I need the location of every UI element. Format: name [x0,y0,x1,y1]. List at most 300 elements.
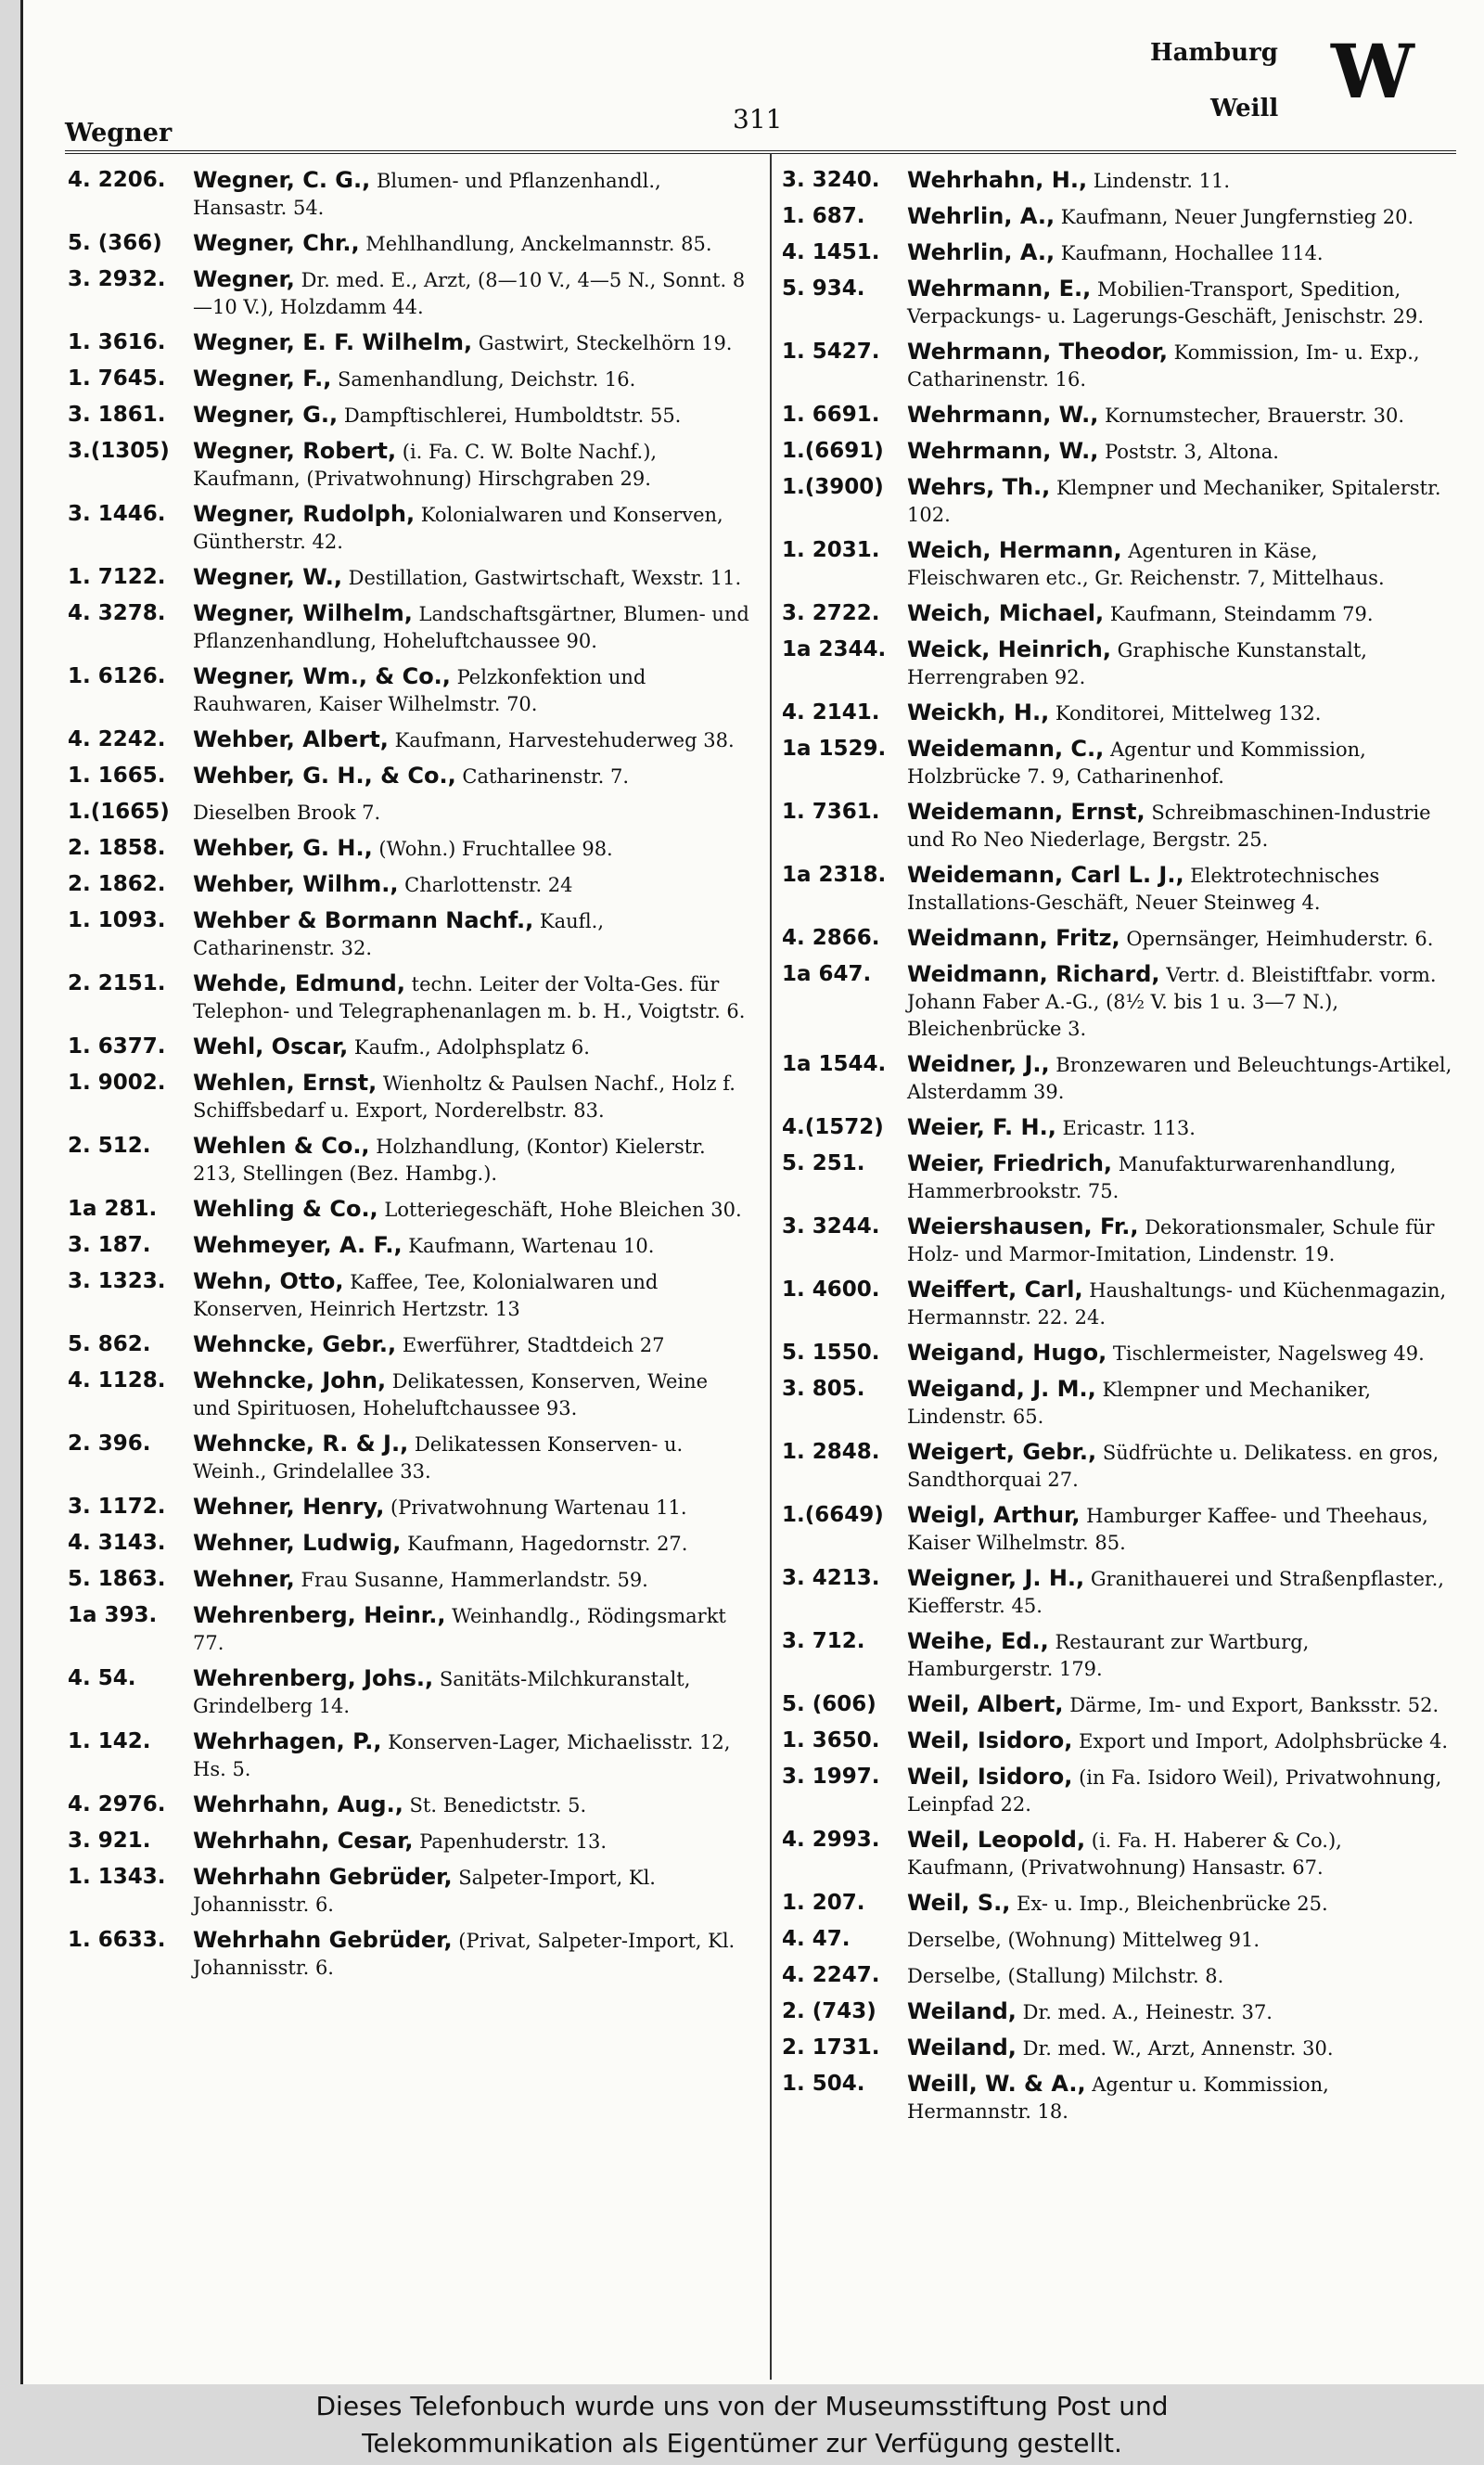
subscriber-detail: Papenhuderstr. 13. [419,1830,607,1853]
subscriber-name: Wehber, Albert, [193,726,389,752]
subscriber-detail: (i. Fa. C. W. Bolte Nachf.), Kaufmann, (Privatwohnung) Hirschgraben 29. [193,441,658,490]
entry-text [907,474,1454,529]
phone-number: 5. 1863. [68,1567,166,1591]
directory-entry [782,1439,1454,1494]
subscriber-detail: techn. Leiter der Volta-Ges. für Telephon- und Telegraphenanlagen m. b. H., Voigtstr. 6. [193,973,746,1022]
entry-text [193,1530,749,1558]
entry-text [907,239,1454,267]
subscriber-name: Weigert, Gebr., [907,1439,1097,1465]
directory-entry [68,726,749,754]
entry-text [907,700,1454,727]
footer-notice [0,2384,1484,2465]
subscriber-name: Weil, Leopold, [907,1827,1086,1853]
directory-entry [68,1828,749,1855]
phone-number: 4. 2141. [782,700,880,725]
phone-number: 3. 4213. [782,1566,880,1590]
header-rule [65,150,1456,154]
subscriber-detail: Haushaltungs- und Küchenmagazin, Hermannstr. 22. 24. [907,1279,1447,1329]
entry-text [193,835,749,863]
directory-entry [782,1764,1454,1818]
phone-number: 1. 7645. [68,366,166,391]
phone-number: 1. 7361. [782,800,880,824]
subscriber-name: Weiland, [907,2035,1017,2061]
subscriber-detail: Graphische Kunstanstalt, Herrengraben 92. [907,639,1367,688]
phone-number: 1.(6649) [782,1503,884,1527]
directory-entry [782,537,1454,592]
entry-text [907,600,1454,628]
subscriber-name: Wegner, G., [193,402,339,428]
footer-line-1: Dieses Telefonbuch wurde uns von der Museumsstiftung Post und [315,2391,1169,2421]
phone-number: 4. 2206. [68,168,166,192]
directory-entry [782,1502,1454,1557]
subscriber-name: Weidner, J., [907,1051,1050,1077]
subscriber-name: Wehrmann, E., [907,276,1092,302]
subscriber-detail: Dekorationsmaler, Schule für Holz- und Marmor-Imitation, Lindenstr. 19. [907,1216,1435,1265]
subscriber-detail: Mobilien-Transport, Spedition, Verpackungs- u. Lagerungs-Geschäft, Jenischstr. 29. [907,278,1425,327]
subscriber-name: Wehrhahn, Aug., [193,1791,403,1817]
phone-number: 1. 142. [68,1729,151,1753]
phone-number: 1. 7122. [68,565,166,589]
phone-number: 2. 396. [68,1431,151,1456]
directory-entry [68,1133,749,1188]
entry-text [907,799,1454,854]
entry-text [193,1791,749,1819]
entry-text [907,1439,1454,1494]
directory-entry [68,1566,749,1594]
subscriber-name: Weidmann, Richard, [907,961,1160,987]
directory-entry [782,925,1454,953]
subscriber-detail: Agentur u. Kommission, Hermannstr. 18. [907,2073,1329,2123]
subscriber-detail: Restaurant zur Wartburg, Hamburgerstr. 179. [907,1631,1310,1680]
entry-text [907,1213,1454,1268]
directory-entry [782,1565,1454,1620]
directory-entry [782,438,1454,466]
subscriber-detail: Klempner und Mechaniker, Spitalerstr. 102. [907,477,1441,526]
phone-number: 1. 6633. [68,1928,166,1952]
directory-entry [68,1864,749,1919]
entry-text [193,907,749,962]
subscriber-detail: Kaffee, Tee, Kolonialwaren und Konserven, Heinrich Hertzstr. 13 [193,1271,659,1320]
directory-entry [782,276,1454,330]
subscriber-detail: Agentur und Kommission, Holzbrücke 7. 9, Catharinenhof. [907,738,1366,788]
subscriber-name: Wehmeyer, A. F., [193,1232,403,1258]
subscriber-name: Wehn, Otto, [193,1268,344,1294]
entry-text [193,366,749,393]
entry-text [193,329,749,357]
phone-number: 3. 1861. [68,403,166,427]
entry-text [193,1602,749,1657]
subscriber-detail: Destillation, Gastwirtschaft, Wexstr. 11. [348,567,742,589]
subscriber-name: Wehrlin, A., [907,203,1055,229]
directory-entry [68,871,749,899]
phone-number: 5. (366) [68,231,162,255]
entry-text [907,1565,1454,1620]
subscriber-name: Wehner, Henry, [193,1494,385,1520]
directory-entry [782,1926,1454,1954]
phone-number: 4.(1572) [782,1115,884,1139]
directory-entry [782,339,1454,393]
phone-number: 1. 5427. [782,340,880,364]
subscriber-name: Wehrs, Th., [907,474,1051,500]
subscriber-name: Weidemann, C., [907,736,1105,762]
subscriber-name: Weich, Hermann, [907,537,1122,563]
subscriber-name: Wegner, Wm., & Co., [193,663,451,689]
directory-entry [782,700,1454,727]
subscriber-detail: Pelzkonfektion und Rauhwaren, Kaiser Wilhelmstr. 70. [193,666,646,715]
directory-entry [782,2071,1454,2125]
subscriber-name: Wehrmann, W., [907,402,1099,428]
subscriber-name: Wegner, F., [193,366,332,392]
phone-number: 1a 2344. [782,637,887,661]
subscriber-detail: Südfrüchte u. Delikatess. en gros, Sandthorquai 27. [907,1442,1439,1491]
subscriber-name: Weier, Friedrich, [907,1150,1113,1176]
subscriber-detail: (Privat, Salpeter-Import, Kl. Johannisstr. 6. [193,1930,736,1979]
entry-text [193,1828,749,1855]
subscriber-detail: St. Benedictstr. 5. [409,1794,587,1817]
phone-number: 1. 6126. [68,664,166,688]
entry-text [193,1034,749,1061]
subscriber-name: Wehl, Oscar, [193,1034,349,1059]
directory-entry [68,1431,749,1485]
directory-entry [68,1070,749,1124]
subscriber-name: Wegner, E. F. Wilhelm, [193,329,473,355]
subscriber-name: Weil, S., [907,1890,1011,1916]
subscriber-detail: Konditorei, Mittelweg 132. [1055,702,1322,725]
directory-entry [68,329,749,357]
entry-text [193,1864,749,1919]
left-running-head: Wegner [65,119,173,148]
phone-number: 3. 3240. [782,168,880,192]
directory-entry [68,167,749,222]
subscriber-detail: Vertr. d. Bleistiftfabr. vorm. Johann Faber A.-G., (8½ V. bis 1 u. 3—7 N.), Bleichenbrücke 3. [907,964,1437,1040]
entry-text [193,266,749,321]
phone-number: 1. 6691. [782,403,880,427]
phone-number: 4. 54. [68,1666,136,1690]
subscriber-detail: Schreibmaschinen-Industrie und Ro Neo Niederlage, Bergstr. 25. [907,802,1431,851]
directory-entry [782,636,1454,691]
entry-text [907,537,1454,592]
entry-text [193,501,749,556]
entry-text [193,1232,749,1260]
subscriber-name: Wegner, Wilhelm, [193,600,413,626]
subscriber-name: Wehde, Edmund, [193,970,405,996]
subscriber-detail: Kommission, Im- u. Exp., Catharinenstr. 16. [907,341,1420,391]
phone-number: 1a 647. [782,962,872,986]
directory-entry [782,1727,1454,1755]
phone-number: 1a 1544. [782,1052,887,1076]
subscriber-name: Wegner, C. G., [193,167,371,193]
entry-text [193,726,749,754]
phone-number: 4. 3278. [68,601,166,625]
directory-entry [68,1331,749,1359]
subscriber-detail: Dr. med. W., Arzt, Annenstr. 30. [1022,2037,1334,2060]
directory-entry [782,600,1454,628]
phone-number: 3. 805. [782,1377,865,1401]
directory-entry [782,167,1454,195]
subscriber-detail: Catharinenstr. 7. [462,765,630,788]
directory-entry [782,1150,1454,1205]
entry-text [193,763,749,790]
entry-text [193,1927,749,1982]
subscriber-name: Wehrhahn Gebrüder, [193,1927,453,1953]
subscriber-name: Weidmann, Fritz, [907,925,1120,951]
subscriber-detail: Kaufm., Adolphsplatz 6. [353,1036,590,1059]
subscriber-detail: Kornumstecher, Brauerstr. 30. [1105,404,1404,427]
city-running-head: Hamburg [1150,39,1278,67]
subscriber-detail: (i. Fa. H. Haberer & Co.), Kaufmann, (Privatwohnung) Hansastr. 67. [907,1829,1342,1879]
directory-entry [782,1340,1454,1367]
subscriber-name: Weil, Albert, [907,1691,1064,1717]
subscriber-detail: Kolonialwaren und Konserven, Güntherstr. 42. [193,504,723,553]
entry-text [907,1926,1454,1954]
entry-text [907,1691,1454,1719]
directory-entry [782,1827,1454,1881]
subscriber-name: Wegner, Chr., [193,230,360,256]
phone-number: 2. 1731. [782,2035,880,2060]
subscriber-detail: Tischlermeister, Nagelsweg 49. [1112,1342,1425,1365]
phone-number: 1.(1665) [68,800,170,824]
phone-number: 4. 3143. [68,1531,166,1555]
phone-number: 1. 1665. [68,764,166,788]
subscriber-name: Wehrlin, A., [907,239,1055,265]
left-column [68,167,749,1990]
directory-entry [68,1494,749,1521]
directory-entry [68,1927,749,1982]
phone-number: 1. 4600. [782,1277,880,1302]
entry-text [193,1431,749,1485]
directory-entry [782,2035,1454,2062]
phone-number: 3. 712. [782,1629,865,1653]
entry-text [907,276,1454,330]
subscriber-detail: Konserven-Lager, Michaelisstr. 12, Hs. 5. [193,1731,731,1780]
entry-text [193,402,749,430]
subscriber-detail: (Wohn.) Fruchtallee 98. [378,838,613,860]
directory-entry [68,1602,749,1657]
entry-text [193,799,749,827]
entry-text [907,736,1454,790]
entry-text [907,2035,1454,2062]
entry-text [907,925,1454,953]
directory-entry [68,1232,749,1260]
subscriber-detail: Ericastr. 113. [1062,1117,1196,1139]
phone-number: 5. 934. [782,276,865,301]
entry-text [907,1827,1454,1881]
phone-number: 4. 2242. [68,727,166,751]
entry-text [907,1051,1454,1106]
phone-number: 3. 1323. [68,1269,166,1293]
directory-entry [782,1277,1454,1331]
subscriber-name: Wegner, Rudolph, [193,501,416,527]
phone-number: 1. 1093. [68,908,166,932]
subscriber-detail: Mehlhandlung, Anckelmannstr. 85. [365,233,712,255]
subscriber-detail: Kaufmann, Neuer Jungfernstieg 20. [1060,206,1414,228]
subscriber-name: Wehncke, R. & J., [193,1431,409,1457]
phone-number: 2. 2151. [68,971,166,995]
directory-entry [782,1376,1454,1431]
phone-number: 5. 862. [68,1332,151,1356]
entry-text [907,1502,1454,1557]
directory-entry [68,907,749,962]
entry-text [193,438,749,493]
subscriber-detail: Derselbe, (Wohnung) Mittelweg 91. [907,1929,1260,1951]
column-divider [770,153,772,2380]
subscriber-detail: Kaufmann, Wartenau 10. [408,1235,655,1257]
directory-entry [782,862,1454,917]
phone-number: 3. 2932. [68,267,166,291]
phone-number: 1a 393. [68,1603,158,1627]
phone-number: 1a 1529. [782,737,887,761]
entry-text [193,1728,749,1783]
subscriber-name: Wehber, Wilhm., [193,871,399,897]
entry-text [193,1665,749,1720]
subscriber-name: Wegner, W., [193,564,342,590]
subscriber-name: Weidemann, Carl L. J., [907,862,1184,888]
phone-number: 1. 2031. [782,538,880,562]
phone-number: 1. 9002. [68,1071,166,1095]
subscriber-detail: Delikatessen, Konserven, Weine und Spirituosen, Hoheluftchaussee 93. [193,1370,709,1419]
subscriber-detail: Ex- u. Imp., Bleichenbrücke 25. [1017,1893,1328,1915]
subscriber-detail: Holzhandlung, (Kontor) Kielerstr. 213, Stellingen (Bez. Hambg.). [193,1136,706,1185]
phone-number: 3. 1172. [68,1495,166,1519]
subscriber-name: Wehner, [193,1566,295,1592]
subscriber-name: Wehncke, John, [193,1367,387,1393]
subscriber-name: Weiffert, Carl, [907,1277,1083,1303]
subscriber-detail: Wienholtz & Paulsen Nachf., Holz f. Schiffsbedarf u. Export, Norderelbstr. 83. [193,1072,736,1122]
directory-entry [68,663,749,718]
phone-number: 4. 1128. [68,1368,166,1393]
entry-text [907,1962,1454,1990]
phone-number: 4. 2993. [782,1828,880,1852]
subscriber-name: Weidemann, Ernst, [907,799,1145,825]
subscriber-name: Wehner, Ludwig, [193,1530,402,1556]
directory-entry [68,970,749,1025]
phone-number: 2. 1862. [68,872,166,896]
subscriber-detail: Frau Susanne, Hammerlandstr. 59. [301,1569,648,1591]
phone-number: 1a 281. [68,1197,158,1221]
subscriber-detail: Derselbe, (Stallung) Milchstr. 8. [907,1965,1224,1987]
entry-text [193,1331,749,1359]
right-column [782,167,1454,2134]
subscriber-detail: Delikatessen Konserven- u. Weinh., Grindelallee 33. [193,1433,684,1483]
phone-number: 3.(1305) [68,439,170,463]
phone-number: 1. 687. [782,204,865,228]
phone-number: 3. 2722. [782,601,880,625]
directory-page [20,0,1484,2384]
subscriber-detail: Gastwirt, Steckelhörn 19. [478,332,733,354]
phone-number: 4. 2976. [68,1792,166,1817]
directory-entry [68,1196,749,1224]
directory-entry [782,203,1454,231]
directory-entry [68,230,749,258]
phone-number: 1. 1343. [68,1865,166,1889]
entry-text [907,636,1454,691]
directory-entry [782,474,1454,529]
phone-number: 3. 3244. [782,1214,880,1239]
entry-text [907,961,1454,1043]
subscriber-name: Wehrhahn Gebrüder, [193,1864,453,1890]
entry-text [907,1340,1454,1367]
entry-text [907,1376,1454,1431]
entry-text [193,1494,749,1521]
right-running-head: Weill [1210,95,1279,122]
entry-text [193,167,749,222]
subscriber-detail: Export und Import, Adolphsbrücke 4. [1079,1730,1449,1752]
entry-text [193,1367,749,1422]
phone-number: 1. 504. [782,2072,865,2096]
phone-number: 5. 251. [782,1151,865,1175]
subscriber-detail: Blumen- und Pflanzenhandl., Hansastr. 54. [193,170,661,219]
entry-text [193,1566,749,1594]
subscriber-name: Wehrmann, W., [907,438,1099,464]
directory-entry [68,1530,749,1558]
phone-number: 3. 187. [68,1233,151,1257]
section-letter: W [1331,28,1414,115]
subscriber-detail: Granithauerei und Straßenpflaster., Kiefferstr. 45. [907,1568,1444,1617]
directory-entry [782,961,1454,1043]
subscriber-detail: Elektrotechnisches Installations-Geschäft, Neuer Steinweg 4. [907,865,1380,914]
subscriber-name: Weier, F. H., [907,1114,1056,1140]
subscriber-name: Wehrhagen, P., [193,1728,382,1754]
subscriber-detail: Kaufmann, Hochallee 114. [1060,242,1324,264]
subscriber-name: Wehber, G. H., [193,835,373,861]
phone-number: 1. 3650. [782,1728,880,1752]
subscriber-name: Wehncke, Gebr., [193,1331,397,1357]
subscriber-detail: Ewerführer, Stadtdeich 27 [402,1334,665,1356]
subscriber-detail: Därme, Im- und Export, Banksstr. 52. [1069,1694,1439,1716]
subscriber-name: Weiershausen, Fr., [907,1213,1139,1239]
directory-entry [68,799,749,827]
subscriber-detail: (Privatwohnung Wartenau 11. [390,1496,687,1519]
directory-entry [68,1791,749,1819]
directory-entry [782,736,1454,790]
directory-entry [68,1728,749,1783]
directory-entry [68,266,749,321]
subscriber-name: Weigand, J. M., [907,1376,1096,1402]
entry-text [907,167,1454,195]
entry-text [907,438,1454,466]
subscriber-detail: Bronzewaren und Beleuchtungs-Artikel, Alsterdamm 39. [907,1054,1452,1103]
subscriber-detail: Manufakturwarenhandlung, Hammerbrookstr. 75. [907,1153,1397,1202]
subscriber-name: Weil, Isidoro, [907,1727,1073,1753]
subscriber-name: Wehlen, Ernst, [193,1070,377,1096]
subscriber-name: Weill, W. & A., [907,2071,1086,2097]
subscriber-name: Wegner, Robert, [193,438,397,464]
phone-number: 2. (743) [782,1999,876,2023]
entry-text [193,970,749,1025]
entry-text [907,1727,1454,1755]
subscriber-detail: Dieselben Brook 7. [193,802,381,824]
subscriber-detail: Salpeter-Import, Kl. Johannisstr. 6. [193,1867,656,1916]
entry-text [907,1998,1454,2026]
phone-number: 1. 207. [782,1891,865,1915]
entry-text [907,1150,1454,1205]
directory-entry [782,1962,1454,1990]
entry-text [193,564,749,592]
subscriber-name: Weil, Isidoro, [907,1764,1073,1790]
entry-text [907,2071,1454,2125]
subscriber-detail: Lotteriegeschäft, Hohe Bleichen 30. [384,1199,742,1221]
subscriber-name: Wehrhahn, Cesar, [193,1828,414,1854]
subscriber-detail: Samenhandlung, Deichstr. 16. [338,368,636,391]
phone-number: 5. 1550. [782,1341,880,1365]
subscriber-detail: Landschaftsgärtner, Blumen- und Pflanzenhandlung, Hoheluftchaussee 90. [193,603,749,652]
phone-number: 3. 921. [68,1829,151,1853]
phone-number: 4. 1451. [782,240,880,264]
subscriber-detail: Poststr. 3, Altona. [1105,441,1279,463]
directory-entry [68,763,749,790]
entry-text [193,600,749,655]
subscriber-name: Weigl, Arthur, [907,1502,1081,1528]
